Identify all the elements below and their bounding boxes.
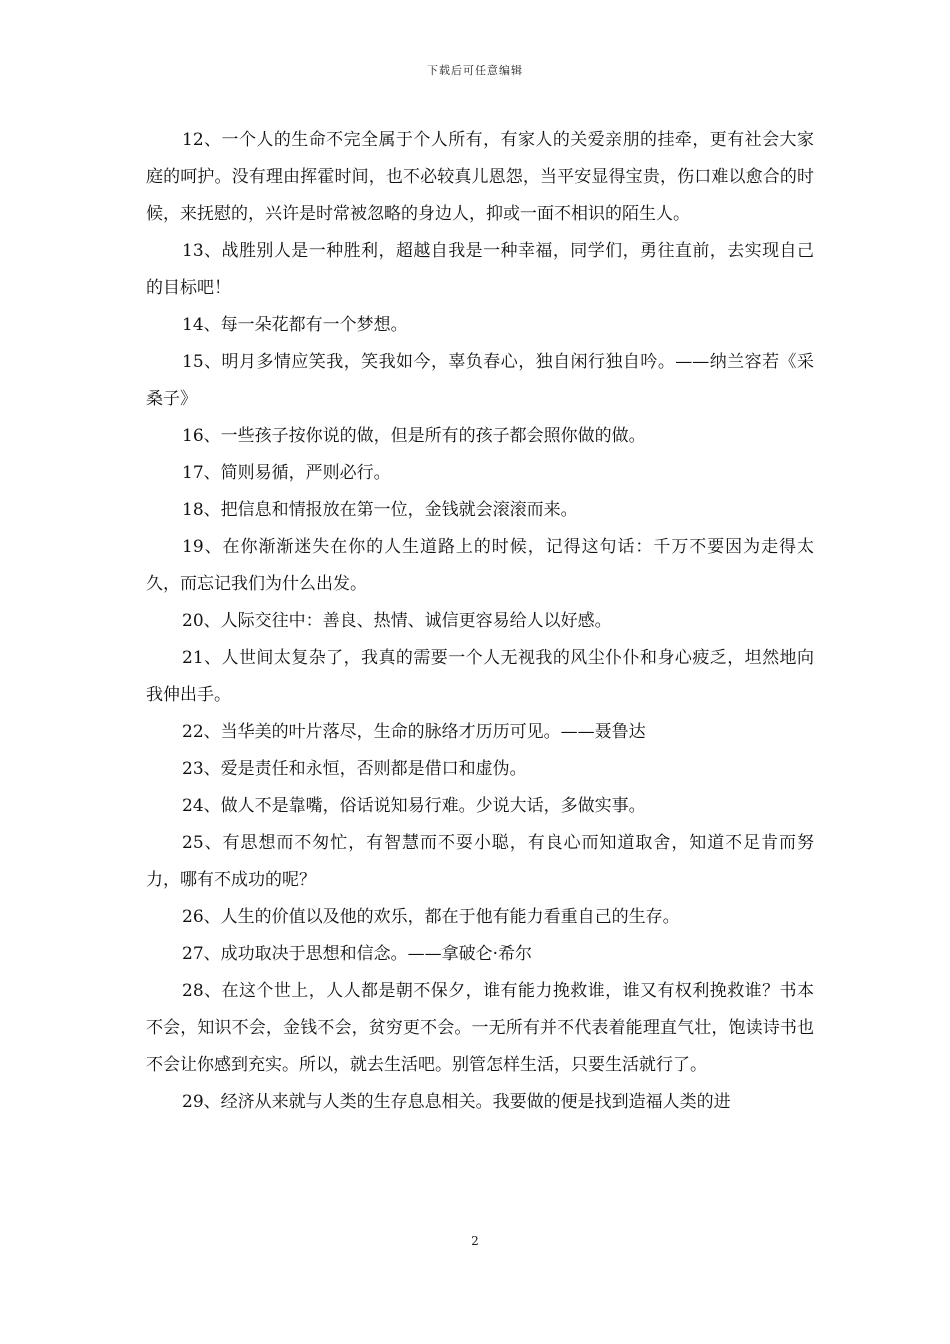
paragraph-14: 14、每一朵花都有一个梦想。: [182, 315, 408, 335]
page-header: 下载后可任意编辑: [427, 64, 523, 77]
paragraph-17: 17、简则易循，严则必行。: [182, 463, 391, 483]
paragraph-21: 21、人世间太复杂了，我真的需要一个人无视我的风尘仆仆和身心疲乏，坦然地向我伸出手。: [146, 648, 814, 705]
paragraph-24: 24、做人不是靠嘴，俗话说知易行难。少说大话，多做实事。: [182, 796, 646, 816]
paragraph-15: 15、明月多情应笑我，笑我如今，辜负春心，独自闲行独自吟。——纳兰容若《采桑子》: [146, 352, 814, 409]
paragraph-22: 22、当华美的叶片落尽，生命的脉络才历历可见。——聂鲁达: [182, 722, 646, 742]
paragraph-16: 16、一些孩子按你说的做，但是所有的孩子都会照你做的做。: [182, 426, 646, 446]
paragraph-19: 19、在你渐渐迷失在你的人生道路上的时候，记得这句话：千万不要因为走得太久，而忘记我们为什么出发。: [146, 537, 814, 594]
paragraph-25: 25、有思想而不匆忙，有智慧而不耍小聪，有良心而知道取舍，知道不足肯而努力，哪有不成功的呢？: [146, 833, 814, 890]
paragraph-27: 27、成功取决于思想和信念。——拿破仑·希尔: [182, 944, 533, 964]
paragraph-12: 12、一个人的生命不完全属于个人所有，有家人的关爱亲朋的挂牵，更有社会大家庭的呵护。没有理由挥霍时间，也不必较真儿恩怨，当平安显得宝贵，伤口难以愈合的时候，来抚慰的，兴许是时常被忽略的身边人，抑或一面不相识的陌生人。: [146, 130, 814, 224]
paragraph-13: 13、战胜别人是一种胜利，超越自我是一种幸福，同学们，勇往直前，去实现自己的目标吧！: [146, 241, 814, 298]
page-number: 2: [471, 1234, 479, 1248]
paragraph-29: 29、经济从来就与人类的生存息息相关。我要做的便是找到造福人类的进: [182, 1092, 731, 1112]
paragraph-28: 28、在这个世上，人人都是朝不保夕，谁有能力挽救谁，谁又有权利挽救谁？书本不会，知识不会，金钱不会，贫穷更不会。一无所有并不代表着能理直气壮，饱读诗书也不会让你感到充实。所以，就去生活吧。别管怎样生活，只要生活就行了。: [146, 981, 814, 1075]
paragraph-18: 18、把信息和情报放在第一位，金钱就会滚滚而来。: [182, 500, 578, 520]
paragraph-26: 26、人生的价值以及他的欢乐，都在于他有能力看重自己的生存。: [182, 907, 680, 927]
paragraph-20: 20、人际交往中：善良、热情、诚信更容易给人以好感。: [182, 611, 612, 631]
paragraph-23: 23、爱是责任和永恒，否则都是借口和虚伪。: [182, 759, 527, 779]
document-body: [146, 122, 814, 1121]
